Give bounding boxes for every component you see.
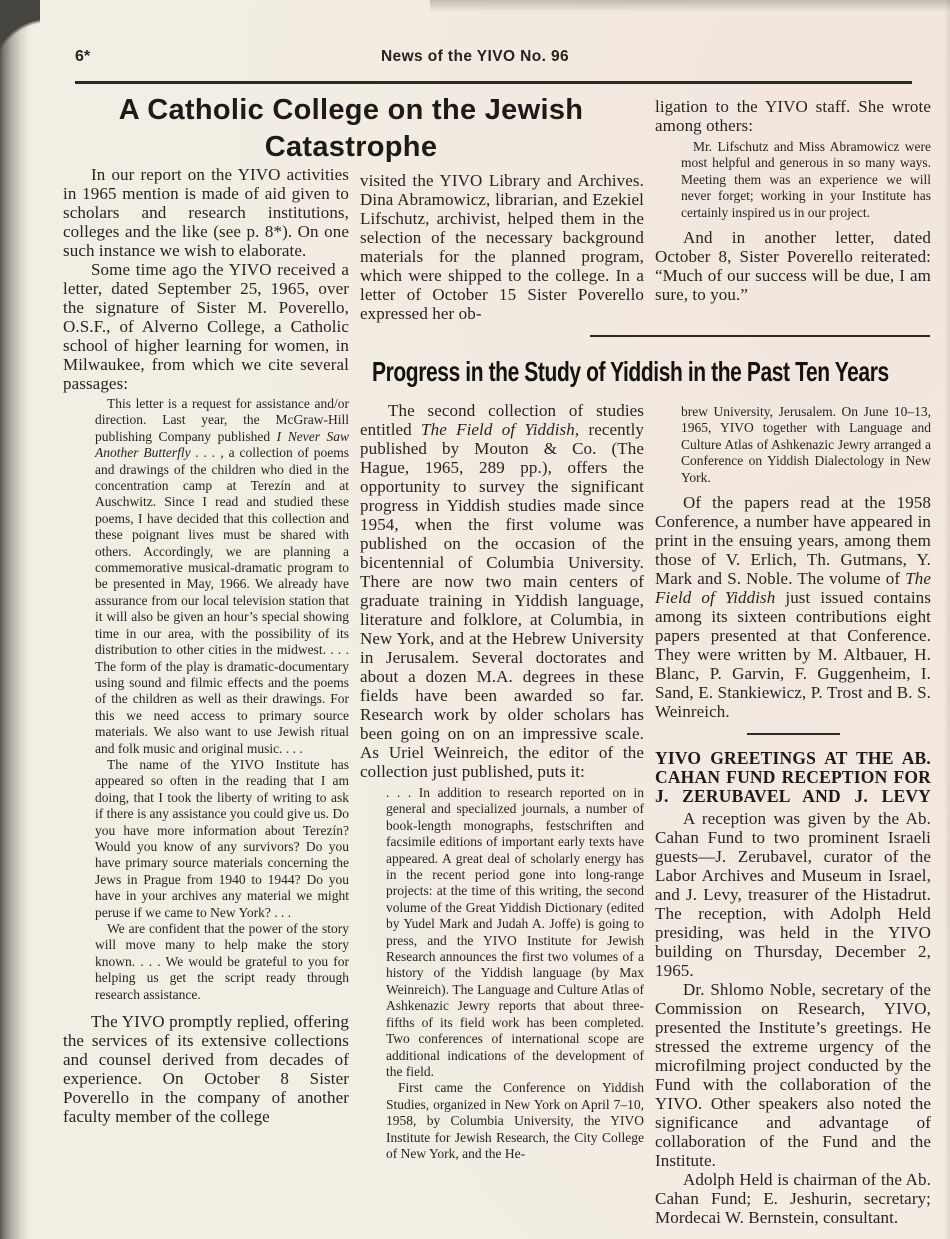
paragraph-text: , recently published by Mouton & Co. (The Hague, 1965, 289 pp.), offers the opportunity to survey the significant progress in Yiddish studies made since 1954, when the first volume was published on the occasion of the bicentennial of Columbia University. There are now two main centers of graduate training in Yiddish language, literature and folklore, at Columbia, in New York, and at the Hebrew University in Jerusalem. Several doctorates and about a dozen M.A. degrees in these fields have been awarded so far. Research work by older scholars has been going on on an impressive scale. As Uriel Weinreich, the editor of the collection just published, puts it: xyxy=(360,420,645,781)
quote-paragraph: brew University, Jerusalem. On June 10–13, 1965, YIVO together with Language and Culture Atlas of Ashkenazic Jewry arranged a Conference on Yiddish Dialectology in New York. xyxy=(681,404,931,485)
article2-column-left xyxy=(360,401,644,1169)
excerpt-text: a collection of poems and drawings of the children who died in the concentration camp at Terezín and at Auschwitz. Since I read and studied these poems, I have decided that this collection and these poignant lives must be shared with others. Accordingly, we are planning a commemorative musical-dramatic program to be presented in May, 1966. We already have assurance from our local television station that it will also be given an hour’s special showing time in our area, with the possibility of its distribution to other cities in the midwest. . . . The form of the play is dramatic-documentary using sound and filmic effects and the poems of the children as well as their drawings. For this we need access to primary source materials. We also want to use Jewish ritual and folk music and original music. . . . xyxy=(95,445,349,756)
article1-paragraph: visited the YIVO Library and Archives. Dina Abramowicz, librarian, and Ezekiel Lifschutz, archivist, helped them in the selection of the necessary background materials for the planned program, which were shipped to the college. In a letter of October 15 Sister Poverello expressed her ob- xyxy=(360,171,644,323)
article3-divider-rule xyxy=(747,733,840,735)
excerpt-text: This letter is a request for assistance and/or direction. Last year, the McGraw-Hill publishing Company published xyxy=(95,396,349,444)
letter-excerpt-paragraph: Mr. Lifschutz and Miss Abramowicz were most helpful and generous in so many ways. Meeting them was an experience we will never forget; working in your Institute has certainly inspired us in our project. xyxy=(681,139,931,220)
header-rule xyxy=(75,81,912,84)
article3-paragraph: Adolph Held is chairman of the Ab. Cahan Fund; E. Jeshurin, secretary; Mordecai W. Bernstein, consultant. xyxy=(655,1170,931,1228)
weinreich-quote-block xyxy=(681,404,931,486)
quote-paragraph: First came the Conference on Yiddish Studies, organized in New York on April 7–10, 1958, by Columbia University, the YIVO Institute for Jewish Research, the City College of New York, and the He- xyxy=(386,1080,644,1161)
letter-excerpt-paragraph: We are confident that the power of the story will move many to help make the story known. . . . We would be grateful to you for helping us get the script ready through research assistance. xyxy=(95,921,349,1002)
article1-paragraph: In our report on the YIVO activities in 1965 mention is made of aid given to scholars and research institutions, colleges and the like (see p. 8*). On one such instance we wish to elaborate. xyxy=(63,165,349,260)
article2-paragraph xyxy=(360,401,644,781)
article2-paragraph xyxy=(655,493,931,721)
article1-headline: A Catholic College on the Jewish Catastrophe xyxy=(118,94,584,163)
article1-column-right xyxy=(655,97,931,304)
book-title-italic: The Field of Yiddish xyxy=(421,420,575,439)
quote-paragraph: . . . In addition to research reported on in general and specialized journals, a number of book-length monographs, festschriften and facsimile editions of important early texts have appeared. A great deal of scholarly energy has in the recent period gone into long-range projects: at the time of this writing, the second volume of the Great Yiddish Dictionary (edited by Yudel Mark and Judah A. Joffe) is going to press, and the YIVO Institute for Jewish Research announces the first two volumes of a history of the Yiddish language (by Max Weinreich). The Language and Culture Atlas of Ashkenazic Jewry reports that about three-fifths of its field work has been completed. Two conferences of international scope are additional indications of the development of the field. xyxy=(386,785,644,1079)
letter-excerpt-block xyxy=(95,396,349,1003)
article3-headline-line: J. ZERUBAVEL AND J. LEVY xyxy=(655,785,931,806)
scan-edge-left xyxy=(0,0,30,1239)
article2-headline: Progress in the Study of Yiddish in the Past Ten Years xyxy=(372,357,889,388)
article3-paragraph: Dr. Shlomo Noble, secretary of the Commission on Research, YIVO, presented the Institute’s greetings. He stressed the extreme urgency of the microfilming project conducted by the Fund with the collaboration of the YIVO. Other speakers also noted the significance and advantage of collaboration of the Fund and the Institute. xyxy=(655,980,931,1171)
weinreich-quote-block xyxy=(386,785,644,1162)
paragraph-text: The second collection of studies entitled xyxy=(360,401,644,439)
article1-paragraph: Some time ago the YIVO received a letter, dated September 25, 1965, over the signature of Sister M. Poverello, O.S.F., of Alverno College, a Catholic school of higher learning for women, in Milwaukee, from which we cite several passages: xyxy=(63,260,349,393)
article3-headline-line: YIVO GREETINGS AT THE AB. xyxy=(655,748,931,769)
article1-column-middle xyxy=(360,171,644,323)
article1-paragraph: And in another letter, dated October 8, Sister Poverello reiterated: “Much of our success will be due, I am sure, to you.” xyxy=(655,228,931,305)
article2-column-right xyxy=(655,404,931,1227)
letter-excerpt-paragraph: The name of the YIVO Institute has appeared so often in the reading that I am doing, that I took the liberty of writing to ask if there is any assistance you could give us. Do you have more information about Terezín? Would you know of any survivors? Do you have primary source materials concerning the Jews in Prague from 1940 to 1944? Do you have in your archives any material we might peruse if we came to New York? . . . xyxy=(95,756,349,920)
article1-column-left xyxy=(63,165,349,1126)
article2-top-rule xyxy=(590,335,930,337)
article3-headline-line: CAHAN FUND RECEPTION FOR xyxy=(655,766,931,787)
book-title-italic: The Field of Yiddish xyxy=(655,569,931,608)
article3-headline xyxy=(655,749,931,805)
scan-edge-top xyxy=(430,0,950,12)
letter-excerpt-paragraph xyxy=(95,396,349,757)
paragraph-text: just issued contains among its sixteen contributions eight papers presented at that Conference. They were written by M. Altbauer, H. Blanc, P. Garvin, F. Guggenheim, I. Sand, E. Stankiewicz, P. Trost and B. S. Weinreich. xyxy=(655,588,931,722)
article1-paragraph: ligation to the YIVO staff. She wrote among others: xyxy=(655,97,931,135)
page-number: 6* xyxy=(75,48,91,65)
running-head-title: News of the YIVO No. 96 xyxy=(380,48,570,65)
scan-edge-right xyxy=(944,0,950,1239)
book-title-italic: I Never Saw Another Butterfly . . . , xyxy=(95,428,350,461)
letter-excerpt-block xyxy=(681,139,931,221)
article1-paragraph: The YIVO promptly replied, offering the services of its extensive collections and counsel derived from decades of experience. On October 8 Sister Poverello in the company of another faculty member of the college xyxy=(63,1012,349,1127)
paragraph-text: Of the papers read at the 1958 Conference, a number have appeared in print in the ensuing years, among them those of V. Erlich, Th. Gutmans, Y. Mark and S. Noble. The volume of xyxy=(655,493,931,589)
article3-paragraph: A reception was given by the Ab. Cahan Fund to two prominent Israeli guests—J. Zerubavel, curator of the Labor Archives and Museum in Israel, and J. Levy, treasurer of the Histadrut. The reception, with Adolph Held presiding, was held in the YIVO building on Thursday, December 2, 1965. xyxy=(655,809,931,981)
